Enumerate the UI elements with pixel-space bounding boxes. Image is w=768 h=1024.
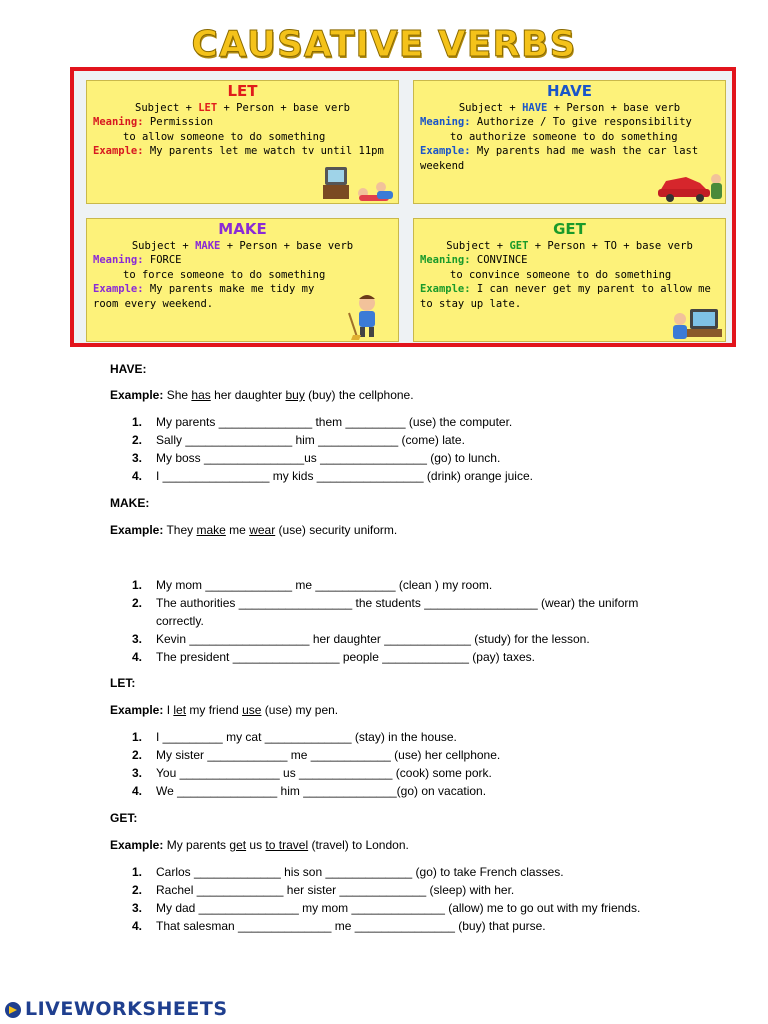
example-text: (use) my pen. — [261, 703, 339, 717]
formula-keyword: HAVE — [522, 101, 548, 114]
item-text: The authorities _________________ the students _________________ (wear) the uniform correctly. — [156, 596, 639, 628]
example-text: I can never get my parent to allow me — [470, 283, 711, 295]
item-number: 4. — [132, 650, 143, 664]
example-label: Example: — [420, 145, 471, 157]
example-label: Example: — [93, 283, 144, 295]
list-item[interactable] — [110, 413, 670, 431]
item-text: Carlos _____________ his son _____________ (go) to take French classes. — [156, 865, 564, 879]
meaning-label: Meaning: — [420, 116, 471, 128]
card-let-head: LET — [227, 82, 258, 100]
formula-text: + Person + base verb — [217, 101, 350, 114]
section-get-list — [110, 863, 670, 935]
page-title: CAUSATIVE VERBS — [191, 24, 577, 65]
list-item[interactable] — [110, 764, 670, 782]
item-text: My boss _______________us ________________ (go) to lunch. — [156, 451, 501, 465]
summary-frame — [70, 67, 736, 347]
item-number: 3. — [132, 901, 143, 915]
card-make-meaning — [87, 253, 398, 268]
item-text: That salesman ______________ me _______________ (buy) that purse. — [156, 919, 546, 933]
item-number: 1. — [132, 865, 143, 879]
example-text: I — [163, 703, 174, 717]
example-label: Example: — [110, 523, 164, 537]
item-text: My mom _____________ me ____________ (clean ) my room. — [156, 578, 493, 592]
meaning-label: Meaning: — [420, 254, 471, 266]
item-text: My parents ______________ them _________ (use) the computer. — [156, 415, 513, 429]
list-item[interactable] — [110, 746, 670, 764]
list-item[interactable] — [110, 728, 670, 746]
formula-text: Subject + — [446, 239, 510, 252]
example-underlined: to travel — [265, 838, 309, 852]
card-get-example2: to stay up late. — [420, 297, 522, 310]
item-number: 2. — [132, 748, 143, 762]
list-item[interactable] — [110, 431, 670, 449]
section-make-label: MAKE: — [110, 496, 150, 510]
example-label: Example: — [93, 145, 144, 157]
card-let-meaning — [87, 115, 398, 130]
card-let-example — [87, 144, 398, 159]
example-underlined: get — [229, 838, 247, 852]
item-text: Sally ________________ him ____________ (come) late. — [156, 433, 465, 447]
list-item[interactable] — [110, 648, 670, 666]
example-text: me — [225, 523, 250, 537]
example-text: (use) security uniform. — [275, 523, 398, 537]
meaning-label: Meaning: — [93, 116, 144, 128]
section-let-example — [110, 701, 338, 719]
example-underlined: has — [191, 388, 211, 402]
section-have-example — [110, 386, 414, 404]
formula-text: Subject + — [131, 239, 196, 252]
list-item[interactable] — [110, 863, 670, 881]
card-have-example — [414, 144, 725, 159]
list-item[interactable] — [110, 917, 670, 935]
example-text: my friend — [186, 703, 243, 717]
item-number: 3. — [132, 451, 143, 465]
card-get-example — [414, 282, 725, 297]
example-text: My parents make me tidy my — [143, 283, 315, 295]
card-have — [413, 80, 726, 204]
item-text: We _______________ him ______________(go) on vacation. — [156, 784, 487, 798]
formula-text: Subject + — [135, 101, 199, 114]
item-text: The president ________________ people _____________ (pay) taxes. — [156, 650, 535, 664]
item-number: 2. — [132, 433, 143, 447]
item-text: Kevin __________________ her daughter _____________ (study) for the lesson. — [156, 632, 590, 646]
item-number: 2. — [132, 596, 143, 610]
list-item[interactable] — [110, 576, 670, 594]
card-make — [86, 218, 399, 342]
tv-kids-illustration — [319, 163, 397, 203]
meaning-text: Authorize / To give responsibility — [470, 116, 692, 128]
item-text: I _________ my cat _____________ (stay) in the house. — [156, 730, 457, 744]
item-text: I ________________ my kids ________________ (drink) orange juice. — [156, 469, 533, 483]
example-underlined: wear — [249, 523, 276, 537]
example-text: They — [163, 523, 197, 537]
section-have-list — [110, 413, 670, 485]
item-number: 3. — [132, 766, 143, 780]
card-let-meaning2: to allow someone to do something — [123, 130, 326, 143]
section-make-list — [110, 576, 670, 666]
meaning-text: FORCE — [143, 254, 182, 266]
list-item[interactable] — [110, 899, 670, 917]
item-number: 2. — [132, 883, 143, 897]
meaning-label: Meaning: — [93, 254, 144, 266]
list-item[interactable] — [110, 467, 670, 485]
item-number: 3. — [132, 632, 143, 646]
section-get-label: GET: — [110, 811, 138, 825]
card-get-formula — [414, 239, 725, 254]
example-underlined: use — [242, 703, 262, 717]
example-label: Example: — [420, 283, 471, 295]
list-item[interactable] — [110, 881, 670, 899]
kid-computer-illustration — [668, 305, 724, 341]
example-text: She — [163, 388, 192, 402]
example-text: (buy) the cellphone. — [304, 388, 414, 402]
example-text: My parents let me watch tv until 11pm — [143, 145, 384, 157]
meaning-text: CONVINCE — [470, 254, 528, 266]
card-have-head: HAVE — [547, 82, 592, 100]
card-have-formula — [414, 101, 725, 116]
example-text: My parents had me wash the car last — [470, 145, 699, 157]
card-make-head: MAKE — [218, 220, 267, 238]
boy-tidying-illustration — [343, 293, 393, 341]
example-underlined: make — [196, 523, 226, 537]
item-number: 1. — [132, 730, 143, 744]
card-let — [86, 80, 399, 204]
section-let-list — [110, 728, 670, 800]
example-label: Example: — [110, 838, 164, 852]
example-label: Example: — [110, 703, 164, 717]
formula-keyword: MAKE — [195, 239, 221, 252]
footer-text: LIVEWORKSHEETS — [25, 998, 228, 1020]
card-get-meaning2: to convince someone to do something — [450, 268, 672, 281]
example-underlined: let — [173, 703, 187, 717]
item-text: My dad _______________ my mom ______________ (allow) me to go out with my friends. — [156, 901, 641, 915]
item-number: 1. — [132, 415, 143, 429]
liveworksheets-icon — [4, 1001, 22, 1019]
item-text: My sister ____________ me ____________ (use) her cellphone. — [156, 748, 501, 762]
list-item[interactable] — [110, 594, 670, 630]
card-make-example2: room every weekend. — [93, 297, 214, 310]
list-item[interactable] — [110, 782, 670, 800]
card-get — [413, 218, 726, 342]
list-item[interactable] — [110, 630, 670, 648]
example-text: us — [246, 838, 266, 852]
item-number: 1. — [132, 578, 143, 592]
item-number: 4. — [132, 469, 143, 483]
card-have-meaning2: to authorize someone to do something — [450, 130, 678, 143]
section-get-example — [110, 836, 409, 854]
formula-text: + Person + base verb — [547, 101, 681, 114]
card-make-meaning2: to force someone to do something — [123, 268, 326, 281]
item-text: Rachel _____________ her sister _____________ (sleep) with her. — [156, 883, 515, 897]
card-have-example2: weekend — [420, 159, 465, 172]
card-have-meaning — [414, 115, 725, 130]
card-get-meaning — [414, 253, 725, 268]
car-wash-illustration — [656, 167, 726, 203]
item-number: 4. — [132, 784, 143, 798]
formula-text: + Person + base verb — [220, 239, 354, 252]
list-item[interactable] — [110, 449, 670, 467]
meaning-text: Permission — [143, 116, 214, 128]
card-make-formula — [87, 239, 398, 254]
example-text: My parents — [163, 838, 230, 852]
item-number: 4. — [132, 919, 143, 933]
card-let-formula — [87, 101, 398, 116]
item-text: You _______________ us ______________ (cook) some pork. — [156, 766, 492, 780]
formula-keyword: GET — [509, 239, 529, 252]
liveworksheets-logo[interactable] — [4, 998, 228, 1020]
example-label: Example: — [110, 388, 164, 402]
formula-text: + Person + TO + base verb — [528, 239, 693, 252]
section-let-label: LET: — [110, 676, 136, 690]
formula-keyword: LET — [198, 101, 218, 114]
formula-text: Subject + — [458, 101, 523, 114]
example-text: her daughter — [210, 388, 286, 402]
example-underlined: buy — [285, 388, 305, 402]
section-have-label: HAVE: — [110, 362, 147, 376]
card-get-head: GET — [553, 220, 586, 238]
example-text: (travel) to London. — [308, 838, 409, 852]
section-make-example — [110, 521, 397, 539]
